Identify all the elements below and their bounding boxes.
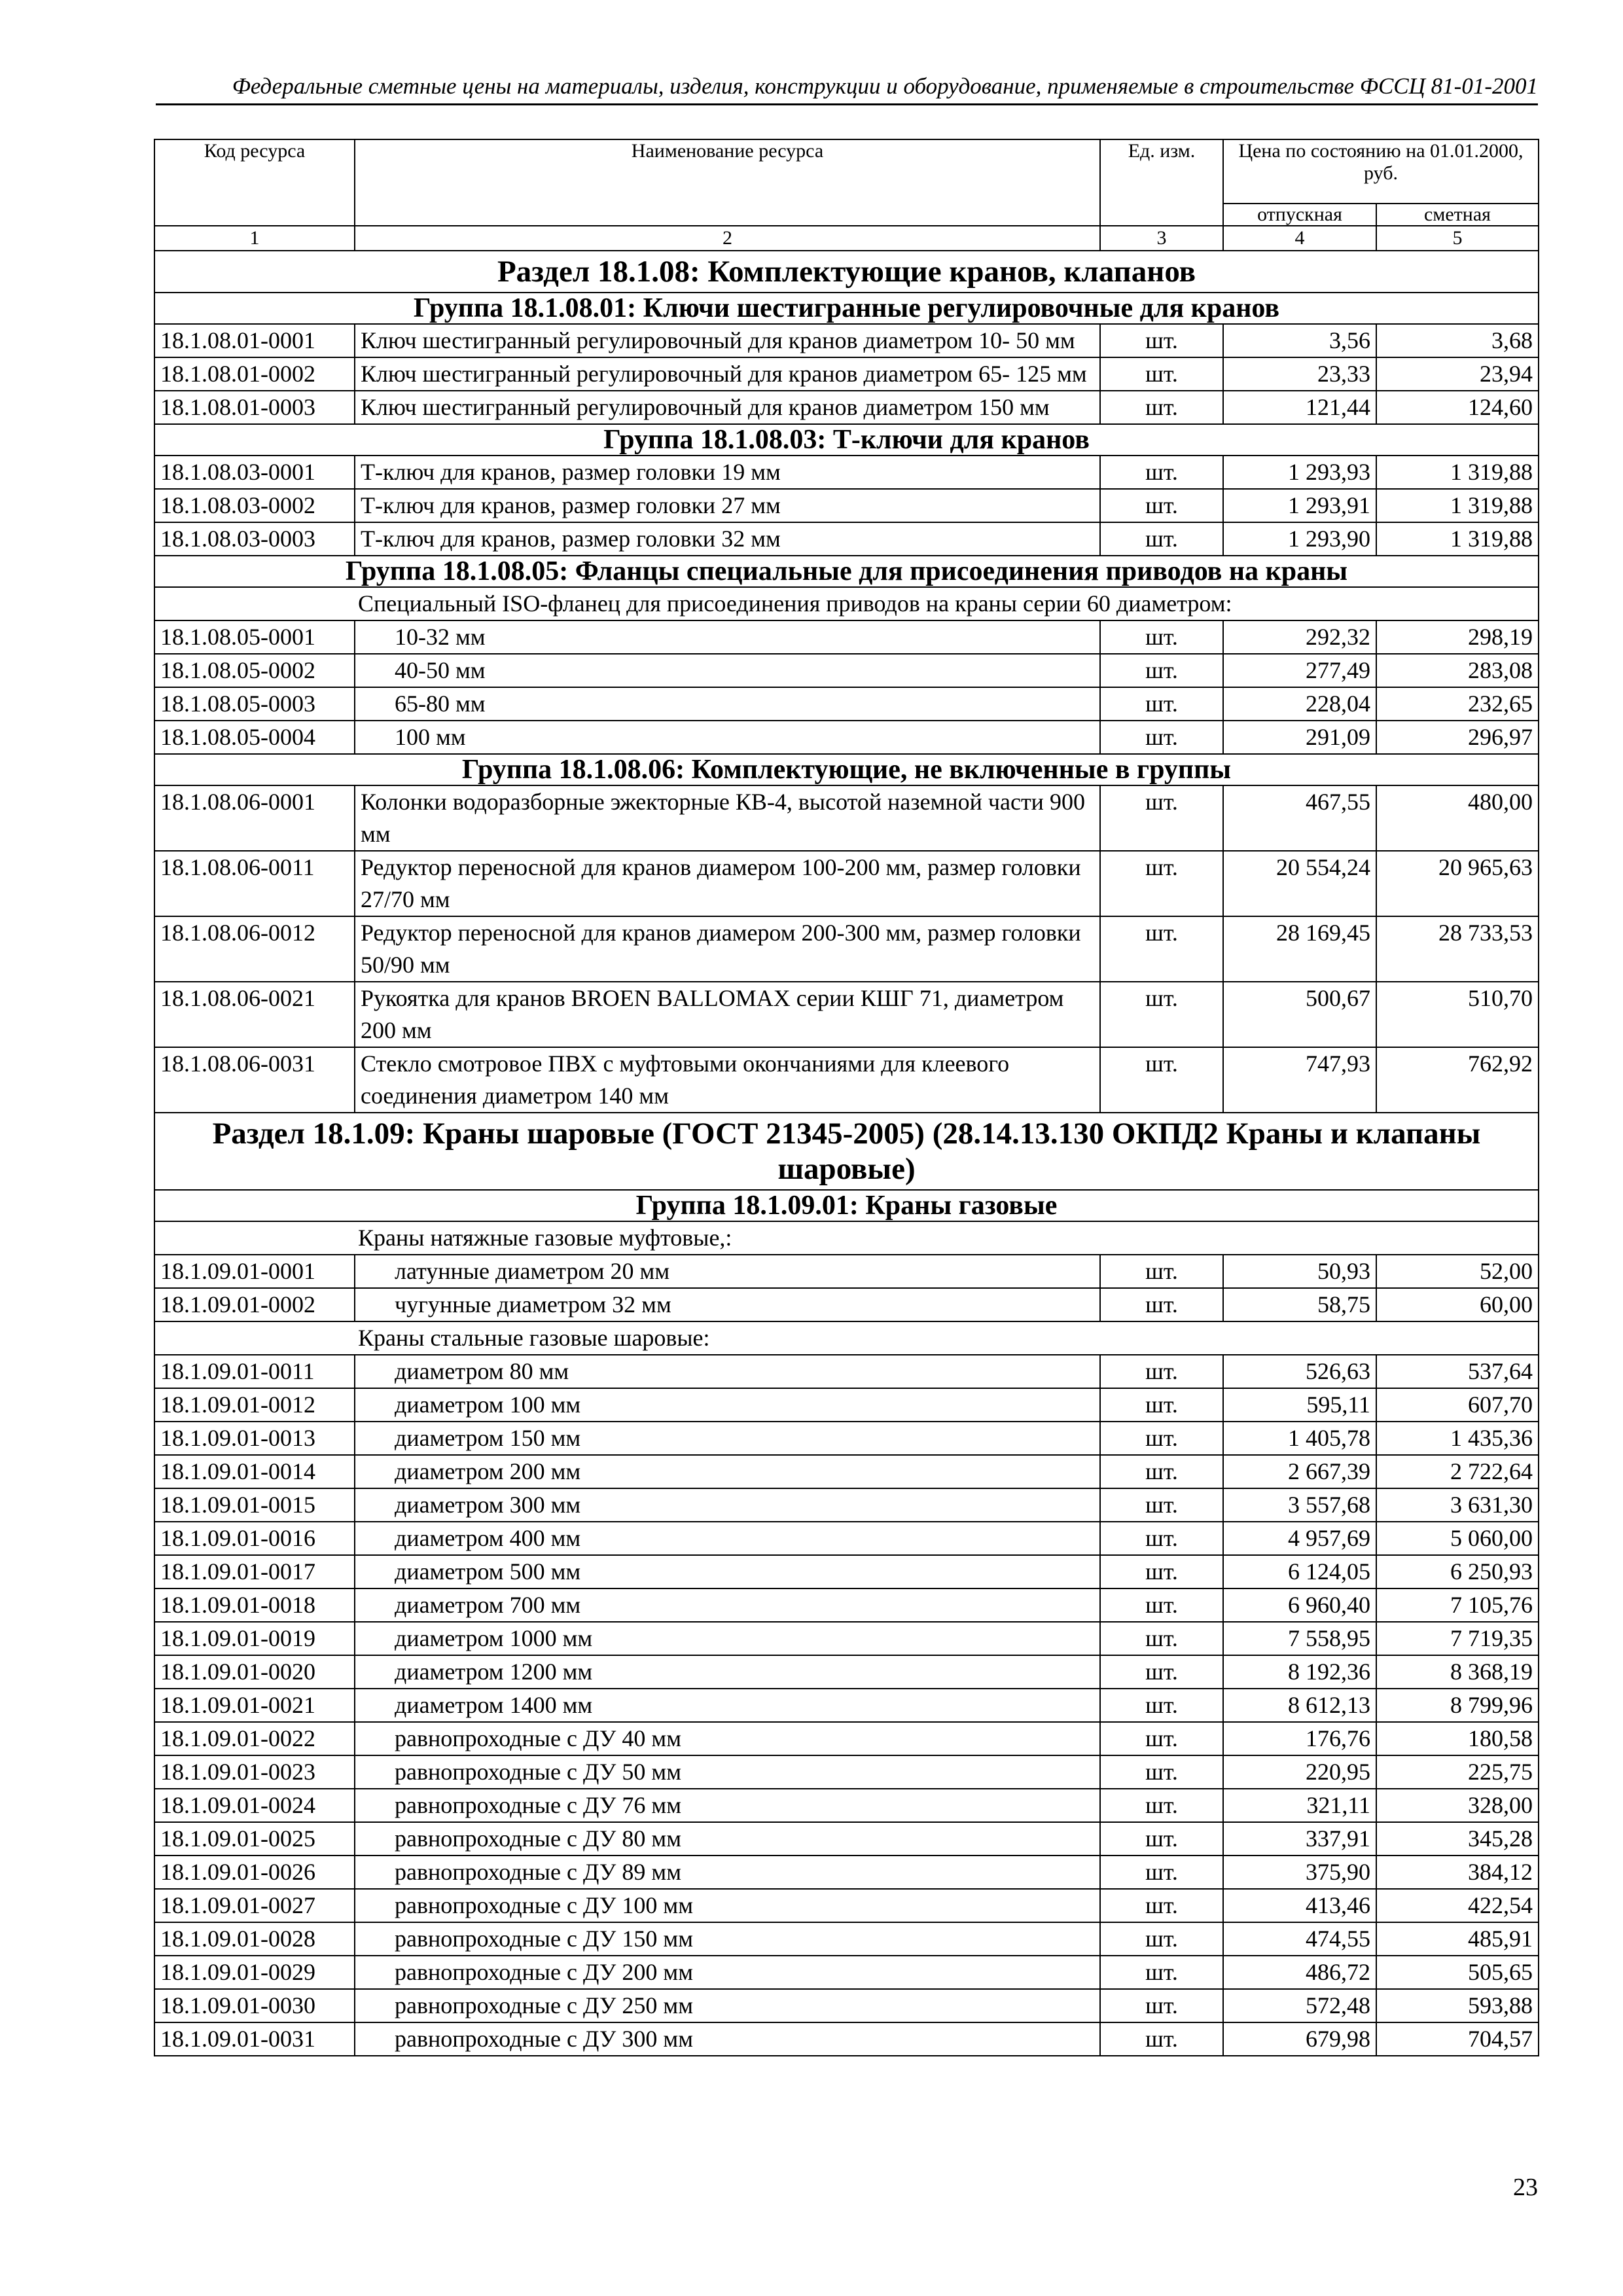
table-row xyxy=(154,1922,1539,1956)
resource-name: равнопроходные с ДУ 250 мм xyxy=(355,1989,1100,2022)
price-release: 486,72 xyxy=(1223,1956,1376,1989)
price-release: 277,49 xyxy=(1223,654,1376,687)
price-release: 2 667,39 xyxy=(1223,1455,1376,1488)
table-body xyxy=(154,251,1539,324)
resource-name: диаметром 1400 мм xyxy=(355,1689,1100,1722)
resource-name: диаметром 300 мм xyxy=(355,1488,1100,1522)
group-row xyxy=(154,293,1539,324)
price-estimate: 345,28 xyxy=(1376,1822,1539,1856)
section-row xyxy=(154,251,1539,293)
resource-code: 18.1.08.01-0003 xyxy=(154,391,355,424)
price-release: 292,32 xyxy=(1223,620,1376,654)
column-number: 2 xyxy=(355,226,1100,251)
unit-cell: шт. xyxy=(1100,1856,1223,1889)
price-estimate: 1 435,36 xyxy=(1376,1422,1539,1455)
resource-code: 18.1.08.01-0002 xyxy=(154,357,355,391)
price-release: 679,98 xyxy=(1223,2022,1376,2056)
unit-cell: шт. xyxy=(1100,982,1223,1047)
resource-name: диаметром 1200 мм xyxy=(355,1655,1100,1689)
unit-cell: шт. xyxy=(1100,324,1223,357)
price-estimate: 593,88 xyxy=(1376,1989,1539,2022)
price-release: 526,63 xyxy=(1223,1355,1376,1388)
table-row xyxy=(154,1555,1539,1588)
unit-cell: шт. xyxy=(1100,1755,1223,1789)
unit-cell: шт. xyxy=(1100,1722,1223,1755)
resource-code: 18.1.08.03-0002 xyxy=(154,489,355,522)
price-estimate: 1 319,88 xyxy=(1376,456,1539,489)
table-row xyxy=(154,1655,1539,1689)
resource-name: равнопроходные с ДУ 89 мм xyxy=(355,1856,1100,1889)
resource-name: Стекло смотровое ПВХ с муфтовыми окончаниями для клеевого соединения диаметром 140 мм xyxy=(355,1047,1100,1113)
unit-cell: шт. xyxy=(1100,851,1223,916)
price-release: 228,04 xyxy=(1223,687,1376,721)
group-row xyxy=(154,754,1539,785)
price-estimate: 6 250,93 xyxy=(1376,1555,1539,1588)
column-number: 5 xyxy=(1376,226,1539,251)
price-release: 337,91 xyxy=(1223,1822,1376,1856)
resource-name: чугунные диаметром 32 мм xyxy=(355,1288,1100,1321)
price-estimate: 180,58 xyxy=(1376,1722,1539,1755)
unit-cell: шт. xyxy=(1100,1555,1223,1588)
price-release: 321,11 xyxy=(1223,1789,1376,1822)
unit-cell: шт. xyxy=(1100,1822,1223,1856)
price-release: 121,44 xyxy=(1223,391,1376,424)
table-row xyxy=(154,1255,1539,1288)
table-row xyxy=(154,1588,1539,1622)
resource-name: равнопроходные с ДУ 300 мм xyxy=(355,2022,1100,2056)
resource-name: 100 мм xyxy=(355,721,1100,754)
price-estimate: 537,64 xyxy=(1376,1355,1539,1388)
resource-code: 18.1.09.01-0002 xyxy=(154,1288,355,1321)
subheading-text: Краны стальные газовые шаровые: xyxy=(154,1321,1539,1355)
table-row xyxy=(154,785,1539,851)
price-estimate: 384,12 xyxy=(1376,1856,1539,1889)
resource-name: Ключ шестигранный регулировочный для кранов диаметром 10- 50 мм xyxy=(355,324,1100,357)
unit-cell: шт. xyxy=(1100,1455,1223,1488)
resource-name: равнопроходные с ДУ 50 мм xyxy=(355,1755,1100,1789)
resource-name: Т-ключ для кранов, размер головки 32 мм xyxy=(355,522,1100,556)
resource-code: 18.1.08.06-0012 xyxy=(154,916,355,982)
unit-cell: шт. xyxy=(1100,721,1223,754)
price-estimate: 1 319,88 xyxy=(1376,522,1539,556)
resource-code: 18.1.09.01-0015 xyxy=(154,1488,355,1522)
column-header-price-group: Цена по состоянию на 01.01.2000, руб. xyxy=(1223,139,1539,204)
unit-cell: шт. xyxy=(1100,620,1223,654)
resource-name: равнопроходные с ДУ 100 мм xyxy=(355,1889,1100,1922)
price-release: 474,55 xyxy=(1223,1922,1376,1956)
price-release: 50,93 xyxy=(1223,1255,1376,1288)
table-row xyxy=(154,620,1539,654)
resource-name: Рукоятка для кранов BROEN BALLOMAX серии КШГ 71, диаметром 200 мм xyxy=(355,982,1100,1047)
resource-code: 18.1.09.01-0021 xyxy=(154,1689,355,1722)
resource-code: 18.1.09.01-0024 xyxy=(154,1789,355,1822)
table-row xyxy=(154,982,1539,1047)
price-estimate: 28 733,53 xyxy=(1376,916,1539,982)
table-row xyxy=(154,489,1539,522)
resource-code: 18.1.09.01-0020 xyxy=(154,1655,355,1689)
unit-cell: шт. xyxy=(1100,456,1223,489)
resource-code: 18.1.09.01-0012 xyxy=(154,1388,355,1422)
table-row xyxy=(154,1047,1539,1113)
resource-name: диаметром 1000 мм xyxy=(355,1622,1100,1655)
column-number: 4 xyxy=(1223,226,1376,251)
rows-s1-g6 xyxy=(154,785,1539,1113)
price-estimate: 5 060,00 xyxy=(1376,1522,1539,1555)
running-header: Федеральные сметные цены на материалы, изделия, конструкции и оборудование, применяемые в строительстве ФССЦ 81-01-2001 xyxy=(156,73,1538,105)
price-estimate: 422,54 xyxy=(1376,1889,1539,1922)
table-header-row xyxy=(154,139,1539,204)
price-estimate: 8 368,19 xyxy=(1376,1655,1539,1689)
price-estimate: 510,70 xyxy=(1376,982,1539,1047)
unit-cell: шт. xyxy=(1100,1047,1223,1113)
rows-s2-g1-a xyxy=(154,1255,1539,1321)
resource-code: 18.1.09.01-0027 xyxy=(154,1889,355,1922)
resource-code: 18.1.09.01-0013 xyxy=(154,1422,355,1455)
resource-code: 18.1.08.06-0031 xyxy=(154,1047,355,1113)
table-row xyxy=(154,654,1539,687)
table-row xyxy=(154,1522,1539,1555)
price-estimate: 60,00 xyxy=(1376,1288,1539,1321)
resource-name: диаметром 80 мм xyxy=(355,1355,1100,1388)
table-row xyxy=(154,522,1539,556)
price-estimate: 328,00 xyxy=(1376,1789,1539,1822)
resource-code: 18.1.08.06-0021 xyxy=(154,982,355,1047)
price-release: 3 557,68 xyxy=(1223,1488,1376,1522)
table-row xyxy=(154,1422,1539,1455)
table-row xyxy=(154,2022,1539,2056)
resource-name: Редуктор переносной для кранов диамером 200-300 мм, размер головки 50/90 мм xyxy=(355,916,1100,982)
resource-code: 18.1.09.01-0026 xyxy=(154,1856,355,1889)
resource-code: 18.1.09.01-0019 xyxy=(154,1622,355,1655)
group-title: Группа 18.1.08.03: Т-ключи для кранов xyxy=(154,424,1539,456)
unit-cell: шт. xyxy=(1100,687,1223,721)
price-estimate: 52,00 xyxy=(1376,1255,1539,1288)
resource-code: 18.1.09.01-0017 xyxy=(154,1555,355,1588)
resource-name: диаметром 200 мм xyxy=(355,1455,1100,1488)
price-estimate: 1 319,88 xyxy=(1376,489,1539,522)
unit-cell: шт. xyxy=(1100,1522,1223,1555)
price-estimate: 485,91 xyxy=(1376,1922,1539,1956)
table-row xyxy=(154,1622,1539,1655)
resource-code: 18.1.08.06-0011 xyxy=(154,851,355,916)
group-row xyxy=(154,556,1539,587)
column-number: 3 xyxy=(1100,226,1223,251)
resource-code: 18.1.08.05-0002 xyxy=(154,654,355,687)
price-release: 291,09 xyxy=(1223,721,1376,754)
resource-name: Колонки водоразборные эжекторные КВ-4, высотой наземной части 900 мм xyxy=(355,785,1100,851)
price-estimate: 232,65 xyxy=(1376,687,1539,721)
subheading-row xyxy=(154,587,1539,620)
subheading-row xyxy=(154,1221,1539,1255)
price-estimate: 20 965,63 xyxy=(1376,851,1539,916)
resource-code: 18.1.09.01-0018 xyxy=(154,1588,355,1622)
table-row xyxy=(154,1689,1539,1722)
table-row xyxy=(154,1722,1539,1755)
price-release: 747,93 xyxy=(1223,1047,1376,1113)
price-release: 467,55 xyxy=(1223,785,1376,851)
resource-name: равнопроходные с ДУ 76 мм xyxy=(355,1789,1100,1822)
section-title: Раздел 18.1.08: Комплектующие кранов, клапанов xyxy=(154,251,1539,293)
subheading-row xyxy=(154,1321,1539,1355)
rows-s1-g3 xyxy=(154,456,1539,556)
price-release: 1 293,90 xyxy=(1223,522,1376,556)
unit-cell: шт. xyxy=(1100,391,1223,424)
unit-cell: шт. xyxy=(1100,489,1223,522)
resource-code: 18.1.09.01-0014 xyxy=(154,1455,355,1488)
unit-cell: шт. xyxy=(1100,1655,1223,1689)
price-estimate: 225,75 xyxy=(1376,1755,1539,1789)
resource-code: 18.1.09.01-0011 xyxy=(154,1355,355,1388)
table-row xyxy=(154,916,1539,982)
section-title: Раздел 18.1.09: Краны шаровые (ГОСТ 21345-2005) (28.14.13.130 ОКПД2 Краны и клапаны шаровые) xyxy=(154,1113,1539,1190)
table-row xyxy=(154,1455,1539,1488)
resource-code: 18.1.09.01-0028 xyxy=(154,1922,355,1956)
price-release: 1 405,78 xyxy=(1223,1422,1376,1455)
resource-code: 18.1.08.05-0003 xyxy=(154,687,355,721)
subheading-text: Специальный ISO-фланец для присоединения приводов на краны серии 60 диаметром: xyxy=(154,587,1539,620)
price-estimate: 3,68 xyxy=(1376,324,1539,357)
resource-code: 18.1.09.01-0016 xyxy=(154,1522,355,1555)
price-estimate: 124,60 xyxy=(1376,391,1539,424)
price-estimate: 298,19 xyxy=(1376,620,1539,654)
price-release: 500,67 xyxy=(1223,982,1376,1047)
price-release: 8 192,36 xyxy=(1223,1655,1376,1689)
group-row xyxy=(154,1190,1539,1221)
resource-code: 18.1.09.01-0025 xyxy=(154,1822,355,1856)
price-estimate: 8 799,96 xyxy=(1376,1689,1539,1722)
price-estimate: 23,94 xyxy=(1376,357,1539,391)
page-number: 23 xyxy=(1513,2174,1538,2201)
price-release: 8 612,13 xyxy=(1223,1689,1376,1722)
resource-name: равнопроходные с ДУ 80 мм xyxy=(355,1822,1100,1856)
price-release: 572,48 xyxy=(1223,1989,1376,2022)
resource-name: Ключ шестигранный регулировочный для кранов диаметром 150 мм xyxy=(355,391,1100,424)
unit-cell: шт. xyxy=(1100,1922,1223,1956)
price-estimate: 3 631,30 xyxy=(1376,1488,1539,1522)
group-row xyxy=(154,424,1539,456)
resource-code: 18.1.08.05-0004 xyxy=(154,721,355,754)
price-release: 6 960,40 xyxy=(1223,1588,1376,1622)
table-row xyxy=(154,1789,1539,1822)
price-release: 58,75 xyxy=(1223,1288,1376,1321)
resource-code: 18.1.09.01-0030 xyxy=(154,1989,355,2022)
resource-name: Редуктор переносной для кранов диамером 100-200 мм, размер головки 27/70 мм xyxy=(355,851,1100,916)
section-row xyxy=(154,1113,1539,1190)
unit-cell: шт. xyxy=(1100,1989,1223,2022)
price-release: 375,90 xyxy=(1223,1856,1376,1889)
unit-cell: шт. xyxy=(1100,522,1223,556)
price-release: 23,33 xyxy=(1223,357,1376,391)
price-release: 220,95 xyxy=(1223,1755,1376,1789)
price-release: 1 293,93 xyxy=(1223,456,1376,489)
unit-cell: шт. xyxy=(1100,1622,1223,1655)
price-estimate: 7 105,76 xyxy=(1376,1588,1539,1622)
table-row xyxy=(154,721,1539,754)
unit-cell: шт. xyxy=(1100,1588,1223,1622)
table-row xyxy=(154,1956,1539,1989)
price-release: 20 554,24 xyxy=(1223,851,1376,916)
group-title: Группа 18.1.08.05: Фланцы специальные для присоединения приводов на краны xyxy=(154,556,1539,587)
price-estimate: 283,08 xyxy=(1376,654,1539,687)
rows-s1-g1 xyxy=(154,324,1539,424)
column-number-row xyxy=(154,226,1539,251)
resource-name: диаметром 100 мм xyxy=(355,1388,1100,1422)
table-row xyxy=(154,687,1539,721)
unit-cell: шт. xyxy=(1100,1388,1223,1422)
price-table xyxy=(154,139,1539,2056)
price-estimate: 762,92 xyxy=(1376,1047,1539,1113)
column-header-unit: Ед. изм. xyxy=(1100,139,1223,226)
unit-cell: шт. xyxy=(1100,1689,1223,1722)
unit-cell: шт. xyxy=(1100,1422,1223,1455)
table-row xyxy=(154,324,1539,357)
resource-code: 18.1.09.01-0031 xyxy=(154,2022,355,2056)
resource-name: Ключ шестигранный регулировочный для кранов диаметром 65- 125 мм xyxy=(355,357,1100,391)
unit-cell: шт. xyxy=(1100,916,1223,982)
resource-code: 18.1.09.01-0029 xyxy=(154,1956,355,1989)
resource-code: 18.1.08.03-0001 xyxy=(154,456,355,489)
table-row xyxy=(154,456,1539,489)
resource-name: диаметром 400 мм xyxy=(355,1522,1100,1555)
resource-name: равнопроходные с ДУ 40 мм xyxy=(355,1722,1100,1755)
unit-cell: шт. xyxy=(1100,785,1223,851)
unit-cell: шт. xyxy=(1100,1889,1223,1922)
resource-name: диаметром 700 мм xyxy=(355,1588,1100,1622)
unit-cell: шт. xyxy=(1100,1488,1223,1522)
price-estimate: 296,97 xyxy=(1376,721,1539,754)
table-row xyxy=(154,1889,1539,1922)
resource-name: 10-32 мм xyxy=(355,620,1100,654)
subheading-text: Краны натяжные газовые муфтовые,: xyxy=(154,1221,1539,1255)
table-row xyxy=(154,357,1539,391)
table-row xyxy=(154,1989,1539,2022)
price-release: 28 169,45 xyxy=(1223,916,1376,982)
price-release: 176,76 xyxy=(1223,1722,1376,1755)
column-header-price-estimate: сметная xyxy=(1376,204,1539,226)
resource-name: диаметром 150 мм xyxy=(355,1422,1100,1455)
price-estimate: 2 722,64 xyxy=(1376,1455,1539,1488)
table-row xyxy=(154,1388,1539,1422)
column-header-name: Наименование ресурса xyxy=(355,139,1100,226)
resource-code: 18.1.08.06-0001 xyxy=(154,785,355,851)
table-row xyxy=(154,1755,1539,1789)
resource-code: 18.1.08.05-0001 xyxy=(154,620,355,654)
unit-cell: шт. xyxy=(1100,1789,1223,1822)
resource-name: Т-ключ для кранов, размер головки 27 мм xyxy=(355,489,1100,522)
resource-code: 18.1.08.01-0001 xyxy=(154,324,355,357)
unit-cell: шт. xyxy=(1100,2022,1223,2056)
resource-name: 40-50 мм xyxy=(355,654,1100,687)
resource-code: 18.1.09.01-0023 xyxy=(154,1755,355,1789)
group-title: Группа 18.1.08.06: Комплектующие, не включенные в группы xyxy=(154,754,1539,785)
price-release: 3,56 xyxy=(1223,324,1376,357)
resource-name: равнопроходные с ДУ 150 мм xyxy=(355,1922,1100,1956)
unit-cell: шт. xyxy=(1100,357,1223,391)
table-row xyxy=(154,1822,1539,1856)
price-release: 595,11 xyxy=(1223,1388,1376,1422)
resource-name: латунные диаметром 20 мм xyxy=(355,1255,1100,1288)
resource-code: 18.1.09.01-0001 xyxy=(154,1255,355,1288)
table-row xyxy=(154,851,1539,916)
resource-name: диаметром 500 мм xyxy=(355,1555,1100,1588)
table-row xyxy=(154,1488,1539,1522)
rows-s1-g5 xyxy=(154,620,1539,754)
price-estimate: 505,65 xyxy=(1376,1956,1539,1989)
unit-cell: шт. xyxy=(1100,1255,1223,1288)
table-row xyxy=(154,1856,1539,1889)
price-estimate: 607,70 xyxy=(1376,1388,1539,1422)
group-title: Группа 18.1.09.01: Краны газовые xyxy=(154,1190,1539,1221)
table-row xyxy=(154,391,1539,424)
resource-code: 18.1.09.01-0022 xyxy=(154,1722,355,1755)
unit-cell: шт. xyxy=(1100,1956,1223,1989)
unit-cell: шт. xyxy=(1100,1288,1223,1321)
resource-name: 65-80 мм xyxy=(355,687,1100,721)
resource-code: 18.1.08.03-0003 xyxy=(154,522,355,556)
rows-s2-g1-b xyxy=(154,1355,1539,2056)
price-release: 413,46 xyxy=(1223,1889,1376,1922)
table-row xyxy=(154,1288,1539,1321)
column-number: 1 xyxy=(154,226,355,251)
price-estimate: 7 719,35 xyxy=(1376,1622,1539,1655)
price-release: 7 558,95 xyxy=(1223,1622,1376,1655)
price-estimate: 704,57 xyxy=(1376,2022,1539,2056)
price-release: 4 957,69 xyxy=(1223,1522,1376,1555)
column-header-code: Код ресурса xyxy=(154,139,355,226)
unit-cell: шт. xyxy=(1100,1355,1223,1388)
resource-name: Т-ключ для кранов, размер головки 19 мм xyxy=(355,456,1100,489)
unit-cell: шт. xyxy=(1100,654,1223,687)
price-release: 1 293,91 xyxy=(1223,489,1376,522)
resource-name: равнопроходные с ДУ 200 мм xyxy=(355,1956,1100,1989)
column-header-price-release: отпускная xyxy=(1223,204,1376,226)
table-row xyxy=(154,1355,1539,1388)
group-title: Группа 18.1.08.01: Ключи шестигранные регулировочные для кранов xyxy=(154,293,1539,324)
price-release: 6 124,05 xyxy=(1223,1555,1376,1588)
price-estimate: 480,00 xyxy=(1376,785,1539,851)
